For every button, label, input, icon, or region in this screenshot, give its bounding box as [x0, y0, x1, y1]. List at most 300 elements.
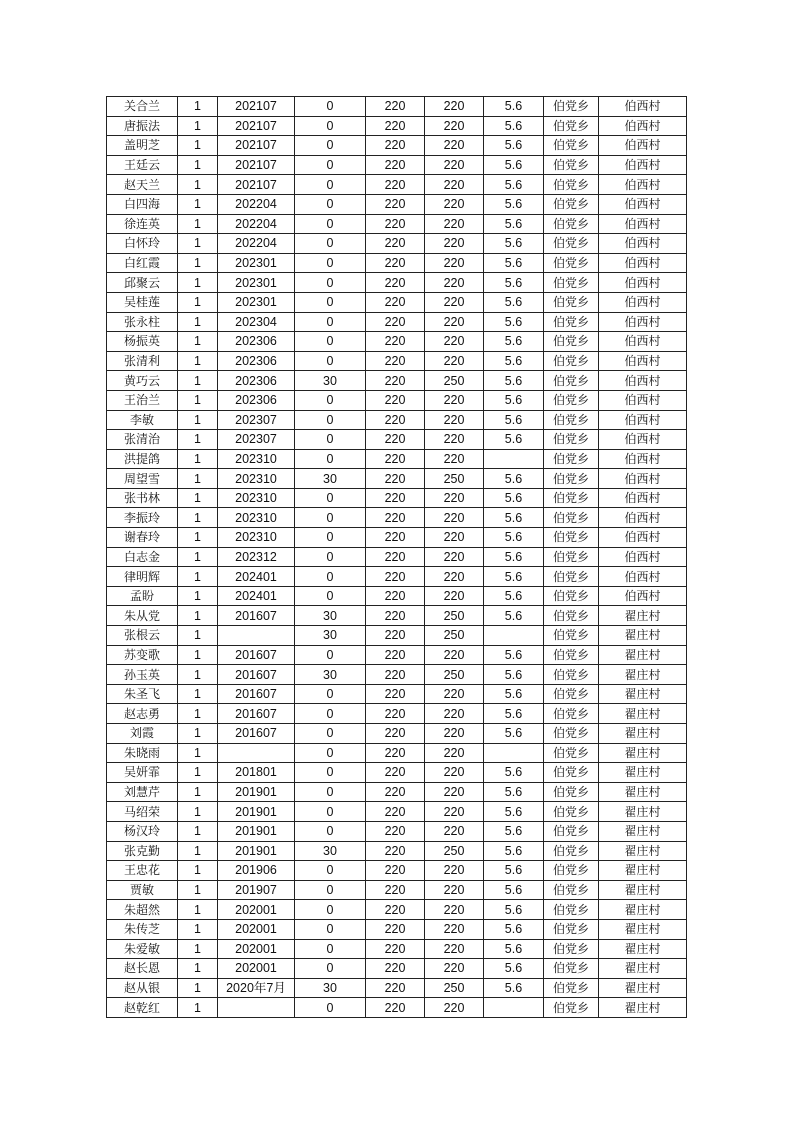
township-cell: 伯党乡	[544, 880, 599, 900]
table-row	[107, 469, 687, 489]
date-cell: 202310	[218, 528, 295, 548]
township-cell: 伯党乡	[544, 390, 599, 410]
name-cell: 赵长恩	[107, 959, 178, 979]
table-row	[107, 665, 687, 685]
rate-cell: 5.6	[484, 959, 544, 979]
date-cell: 202301	[218, 292, 295, 312]
rate-cell: 5.6	[484, 841, 544, 861]
table-row	[107, 430, 687, 450]
count-cell: 1	[178, 332, 218, 352]
rate-cell: 5.6	[484, 155, 544, 175]
table-row	[107, 312, 687, 332]
table-row	[107, 586, 687, 606]
village-cell: 伯西村	[599, 528, 687, 548]
township-cell: 伯党乡	[544, 116, 599, 136]
base-amount-cell: 220	[366, 821, 425, 841]
base-amount-cell: 220	[366, 998, 425, 1018]
name-cell: 洪提鸽	[107, 449, 178, 469]
township-cell: 伯党乡	[544, 547, 599, 567]
base-amount-cell: 220	[366, 743, 425, 763]
name-cell: 张清利	[107, 351, 178, 371]
count-cell: 1	[178, 684, 218, 704]
name-cell: 关合兰	[107, 97, 178, 117]
name-cell: 赵志勇	[107, 704, 178, 724]
count-cell: 1	[178, 586, 218, 606]
name-cell: 白志金	[107, 547, 178, 567]
table-row	[107, 97, 687, 117]
village-cell: 翟庄村	[599, 880, 687, 900]
village-cell: 伯西村	[599, 312, 687, 332]
township-cell: 伯党乡	[544, 724, 599, 744]
table-row	[107, 782, 687, 802]
village-cell: 伯西村	[599, 175, 687, 195]
date-cell: 202307	[218, 410, 295, 430]
base-amount-cell: 220	[366, 880, 425, 900]
date-cell: 202107	[218, 155, 295, 175]
extra-amount-cell: 0	[295, 390, 366, 410]
total-amount-cell: 220	[425, 175, 484, 195]
township-cell: 伯党乡	[544, 312, 599, 332]
village-cell: 伯西村	[599, 214, 687, 234]
table-row	[107, 959, 687, 979]
total-amount-cell: 220	[425, 508, 484, 528]
base-amount-cell: 220	[366, 116, 425, 136]
total-amount-cell: 220	[425, 528, 484, 548]
date-cell: 202306	[218, 351, 295, 371]
extra-amount-cell: 0	[295, 97, 366, 117]
name-cell: 张克勤	[107, 841, 178, 861]
table-row	[107, 136, 687, 156]
total-amount-cell: 220	[425, 97, 484, 117]
count-cell: 1	[178, 430, 218, 450]
rate-cell	[484, 626, 544, 646]
table-row	[107, 821, 687, 841]
extra-amount-cell: 0	[295, 449, 366, 469]
table-row	[107, 351, 687, 371]
table-row	[107, 919, 687, 939]
township-cell: 伯党乡	[544, 292, 599, 312]
name-cell: 张清治	[107, 430, 178, 450]
total-amount-cell: 220	[425, 312, 484, 332]
total-amount-cell: 220	[425, 234, 484, 254]
township-cell: 伯党乡	[544, 782, 599, 802]
total-amount-cell: 220	[425, 586, 484, 606]
extra-amount-cell: 0	[295, 253, 366, 273]
total-amount-cell: 220	[425, 253, 484, 273]
village-cell: 伯西村	[599, 449, 687, 469]
extra-amount-cell: 0	[295, 919, 366, 939]
base-amount-cell: 220	[366, 332, 425, 352]
extra-amount-cell: 0	[295, 136, 366, 156]
village-cell: 翟庄村	[599, 919, 687, 939]
total-amount-cell: 250	[425, 371, 484, 391]
base-amount-cell: 220	[366, 528, 425, 548]
base-amount-cell: 220	[366, 919, 425, 939]
total-amount-cell: 220	[425, 645, 484, 665]
village-cell: 伯西村	[599, 253, 687, 273]
name-cell: 赵天兰	[107, 175, 178, 195]
village-cell: 翟庄村	[599, 802, 687, 822]
count-cell: 1	[178, 606, 218, 626]
extra-amount-cell: 30	[295, 841, 366, 861]
name-cell: 邱聚云	[107, 273, 178, 293]
date-cell: 202310	[218, 508, 295, 528]
extra-amount-cell: 0	[295, 782, 366, 802]
name-cell: 苏变歌	[107, 645, 178, 665]
rate-cell: 5.6	[484, 292, 544, 312]
extra-amount-cell: 0	[295, 312, 366, 332]
table-row	[107, 978, 687, 998]
base-amount-cell: 220	[366, 704, 425, 724]
total-amount-cell: 220	[425, 861, 484, 881]
village-cell: 伯西村	[599, 567, 687, 587]
base-amount-cell: 220	[366, 508, 425, 528]
date-cell: 202306	[218, 332, 295, 352]
rate-cell: 5.6	[484, 273, 544, 293]
extra-amount-cell: 30	[295, 978, 366, 998]
table-row	[107, 684, 687, 704]
total-amount-cell: 220	[425, 821, 484, 841]
rate-cell: 5.6	[484, 234, 544, 254]
township-cell: 伯党乡	[544, 410, 599, 430]
village-cell: 翟庄村	[599, 704, 687, 724]
table-row	[107, 626, 687, 646]
rate-cell: 5.6	[484, 704, 544, 724]
village-cell: 伯西村	[599, 116, 687, 136]
base-amount-cell: 220	[366, 351, 425, 371]
total-amount-cell: 220	[425, 959, 484, 979]
total-amount-cell: 220	[425, 390, 484, 410]
name-cell: 律明辉	[107, 567, 178, 587]
extra-amount-cell: 0	[295, 155, 366, 175]
date-cell: 202310	[218, 469, 295, 489]
date-cell: 201901	[218, 782, 295, 802]
count-cell: 1	[178, 567, 218, 587]
rate-cell: 5.6	[484, 880, 544, 900]
count-cell: 1	[178, 724, 218, 744]
table-row	[107, 194, 687, 214]
township-cell: 伯党乡	[544, 567, 599, 587]
township-cell: 伯党乡	[544, 430, 599, 450]
name-cell: 盖明芝	[107, 136, 178, 156]
count-cell: 1	[178, 626, 218, 646]
name-cell: 朱超然	[107, 900, 178, 920]
extra-amount-cell: 0	[295, 684, 366, 704]
count-cell: 1	[178, 253, 218, 273]
total-amount-cell: 220	[425, 116, 484, 136]
name-cell: 赵乾红	[107, 998, 178, 1018]
township-cell: 伯党乡	[544, 136, 599, 156]
extra-amount-cell: 0	[295, 743, 366, 763]
table-row	[107, 841, 687, 861]
name-cell: 白红霞	[107, 253, 178, 273]
date-cell: 201607	[218, 704, 295, 724]
village-cell: 翟庄村	[599, 684, 687, 704]
village-cell: 伯西村	[599, 155, 687, 175]
name-cell: 白四海	[107, 194, 178, 214]
name-cell: 黄巧云	[107, 371, 178, 391]
base-amount-cell: 220	[366, 214, 425, 234]
rate-cell: 5.6	[484, 586, 544, 606]
total-amount-cell: 220	[425, 214, 484, 234]
base-amount-cell: 220	[366, 959, 425, 979]
date-cell: 201607	[218, 665, 295, 685]
extra-amount-cell: 0	[295, 567, 366, 587]
township-cell: 伯党乡	[544, 645, 599, 665]
table-row	[107, 900, 687, 920]
table-row	[107, 449, 687, 469]
count-cell: 1	[178, 743, 218, 763]
total-amount-cell: 220	[425, 704, 484, 724]
rate-cell: 5.6	[484, 97, 544, 117]
date-cell: 202001	[218, 919, 295, 939]
table-row	[107, 724, 687, 744]
date-cell	[218, 626, 295, 646]
count-cell: 1	[178, 939, 218, 959]
extra-amount-cell: 0	[295, 214, 366, 234]
date-cell: 201901	[218, 841, 295, 861]
base-amount-cell: 220	[366, 234, 425, 254]
count-cell: 1	[178, 390, 218, 410]
extra-amount-cell: 30	[295, 469, 366, 489]
date-cell: 201901	[218, 802, 295, 822]
total-amount-cell: 250	[425, 841, 484, 861]
township-cell: 伯党乡	[544, 469, 599, 489]
count-cell: 1	[178, 273, 218, 293]
township-cell: 伯党乡	[544, 253, 599, 273]
base-amount-cell: 220	[366, 841, 425, 861]
rate-cell: 5.6	[484, 136, 544, 156]
base-amount-cell: 220	[366, 390, 425, 410]
township-cell: 伯党乡	[544, 939, 599, 959]
rate-cell: 5.6	[484, 606, 544, 626]
date-cell: 202001	[218, 959, 295, 979]
total-amount-cell: 220	[425, 155, 484, 175]
rate-cell: 5.6	[484, 528, 544, 548]
count-cell: 1	[178, 880, 218, 900]
extra-amount-cell: 0	[295, 273, 366, 293]
township-cell: 伯党乡	[544, 684, 599, 704]
township-cell: 伯党乡	[544, 861, 599, 881]
rate-cell: 5.6	[484, 214, 544, 234]
extra-amount-cell: 0	[295, 528, 366, 548]
village-cell: 伯西村	[599, 547, 687, 567]
date-cell: 202306	[218, 371, 295, 391]
rate-cell: 5.6	[484, 684, 544, 704]
base-amount-cell: 220	[366, 939, 425, 959]
date-cell: 201801	[218, 763, 295, 783]
table-row	[107, 371, 687, 391]
extra-amount-cell: 0	[295, 861, 366, 881]
rate-cell: 5.6	[484, 194, 544, 214]
rate-cell	[484, 998, 544, 1018]
base-amount-cell: 220	[366, 802, 425, 822]
date-cell: 201607	[218, 606, 295, 626]
name-cell: 朱晓雨	[107, 743, 178, 763]
base-amount-cell: 220	[366, 312, 425, 332]
rate-cell: 5.6	[484, 371, 544, 391]
count-cell: 1	[178, 763, 218, 783]
township-cell: 伯党乡	[544, 802, 599, 822]
date-cell: 202312	[218, 547, 295, 567]
rate-cell: 5.6	[484, 567, 544, 587]
total-amount-cell: 220	[425, 273, 484, 293]
date-cell: 2020年7月	[218, 978, 295, 998]
date-cell: 202204	[218, 214, 295, 234]
village-cell: 伯西村	[599, 292, 687, 312]
base-amount-cell: 220	[366, 97, 425, 117]
count-cell: 1	[178, 97, 218, 117]
count-cell: 1	[178, 645, 218, 665]
rate-cell: 5.6	[484, 645, 544, 665]
village-cell: 翟庄村	[599, 626, 687, 646]
date-cell: 201907	[218, 880, 295, 900]
base-amount-cell: 220	[366, 586, 425, 606]
table-row	[107, 253, 687, 273]
name-cell: 朱爱敏	[107, 939, 178, 959]
base-amount-cell: 220	[366, 410, 425, 430]
count-cell: 1	[178, 861, 218, 881]
name-cell: 王治兰	[107, 390, 178, 410]
table-row	[107, 802, 687, 822]
date-cell: 201607	[218, 645, 295, 665]
table-row	[107, 332, 687, 352]
village-cell: 翟庄村	[599, 821, 687, 841]
extra-amount-cell: 0	[295, 410, 366, 430]
table-row	[107, 606, 687, 626]
total-amount-cell: 220	[425, 763, 484, 783]
township-cell: 伯党乡	[544, 194, 599, 214]
total-amount-cell: 220	[425, 743, 484, 763]
township-cell: 伯党乡	[544, 371, 599, 391]
count-cell: 1	[178, 665, 218, 685]
village-cell: 伯西村	[599, 371, 687, 391]
total-amount-cell: 220	[425, 900, 484, 920]
rate-cell: 5.6	[484, 782, 544, 802]
table-row	[107, 528, 687, 548]
township-cell: 伯党乡	[544, 449, 599, 469]
name-cell: 吴妍霏	[107, 763, 178, 783]
extra-amount-cell: 0	[295, 332, 366, 352]
village-cell: 伯西村	[599, 351, 687, 371]
extra-amount-cell: 0	[295, 900, 366, 920]
count-cell: 1	[178, 351, 218, 371]
count-cell: 1	[178, 410, 218, 430]
date-cell: 202107	[218, 136, 295, 156]
base-amount-cell: 220	[366, 469, 425, 489]
base-amount-cell: 220	[366, 136, 425, 156]
base-amount-cell: 220	[366, 292, 425, 312]
rate-cell: 5.6	[484, 665, 544, 685]
township-cell: 伯党乡	[544, 626, 599, 646]
count-cell: 1	[178, 175, 218, 195]
township-cell: 伯党乡	[544, 821, 599, 841]
township-cell: 伯党乡	[544, 665, 599, 685]
township-cell: 伯党乡	[544, 488, 599, 508]
count-cell: 1	[178, 704, 218, 724]
extra-amount-cell: 0	[295, 704, 366, 724]
extra-amount-cell: 0	[295, 880, 366, 900]
township-cell: 伯党乡	[544, 763, 599, 783]
name-cell: 马绍荣	[107, 802, 178, 822]
total-amount-cell: 220	[425, 567, 484, 587]
table-row	[107, 880, 687, 900]
date-cell	[218, 998, 295, 1018]
village-cell: 翟庄村	[599, 978, 687, 998]
base-amount-cell: 220	[366, 273, 425, 293]
extra-amount-cell: 0	[295, 802, 366, 822]
village-cell: 伯西村	[599, 273, 687, 293]
village-cell: 翟庄村	[599, 724, 687, 744]
base-amount-cell: 220	[366, 978, 425, 998]
base-amount-cell: 220	[366, 567, 425, 587]
name-cell: 孙玉英	[107, 665, 178, 685]
village-cell: 伯西村	[599, 469, 687, 489]
table-row	[107, 763, 687, 783]
total-amount-cell: 220	[425, 802, 484, 822]
name-cell: 白怀玲	[107, 234, 178, 254]
township-cell: 伯党乡	[544, 175, 599, 195]
table-row	[107, 155, 687, 175]
name-cell: 赵从银	[107, 978, 178, 998]
table-row	[107, 998, 687, 1018]
date-cell: 202304	[218, 312, 295, 332]
table-row	[107, 743, 687, 763]
rate-cell: 5.6	[484, 469, 544, 489]
name-cell: 谢春玲	[107, 528, 178, 548]
township-cell: 伯党乡	[544, 273, 599, 293]
township-cell: 伯党乡	[544, 508, 599, 528]
extra-amount-cell: 0	[295, 959, 366, 979]
table-row	[107, 410, 687, 430]
village-cell: 伯西村	[599, 586, 687, 606]
count-cell: 1	[178, 782, 218, 802]
total-amount-cell: 220	[425, 194, 484, 214]
total-amount-cell: 220	[425, 449, 484, 469]
name-cell: 刘霞	[107, 724, 178, 744]
table-row	[107, 234, 687, 254]
extra-amount-cell: 0	[295, 998, 366, 1018]
total-amount-cell: 220	[425, 939, 484, 959]
rate-cell: 5.6	[484, 116, 544, 136]
extra-amount-cell: 0	[295, 194, 366, 214]
date-cell: 202301	[218, 253, 295, 273]
base-amount-cell: 220	[366, 900, 425, 920]
base-amount-cell: 220	[366, 175, 425, 195]
total-amount-cell: 220	[425, 488, 484, 508]
village-cell: 翟庄村	[599, 665, 687, 685]
count-cell: 1	[178, 802, 218, 822]
village-cell: 伯西村	[599, 97, 687, 117]
village-cell: 伯西村	[599, 410, 687, 430]
village-cell: 翟庄村	[599, 998, 687, 1018]
name-cell: 杨汉玲	[107, 821, 178, 841]
name-cell: 朱传芝	[107, 919, 178, 939]
total-amount-cell: 220	[425, 410, 484, 430]
table-row	[107, 567, 687, 587]
table-body	[107, 97, 687, 1018]
extra-amount-cell: 0	[295, 547, 366, 567]
count-cell: 1	[178, 194, 218, 214]
base-amount-cell: 220	[366, 724, 425, 744]
township-cell: 伯党乡	[544, 919, 599, 939]
extra-amount-cell: 0	[295, 116, 366, 136]
base-amount-cell: 220	[366, 861, 425, 881]
count-cell: 1	[178, 998, 218, 1018]
total-amount-cell: 220	[425, 351, 484, 371]
date-cell: 201906	[218, 861, 295, 881]
base-amount-cell: 220	[366, 371, 425, 391]
